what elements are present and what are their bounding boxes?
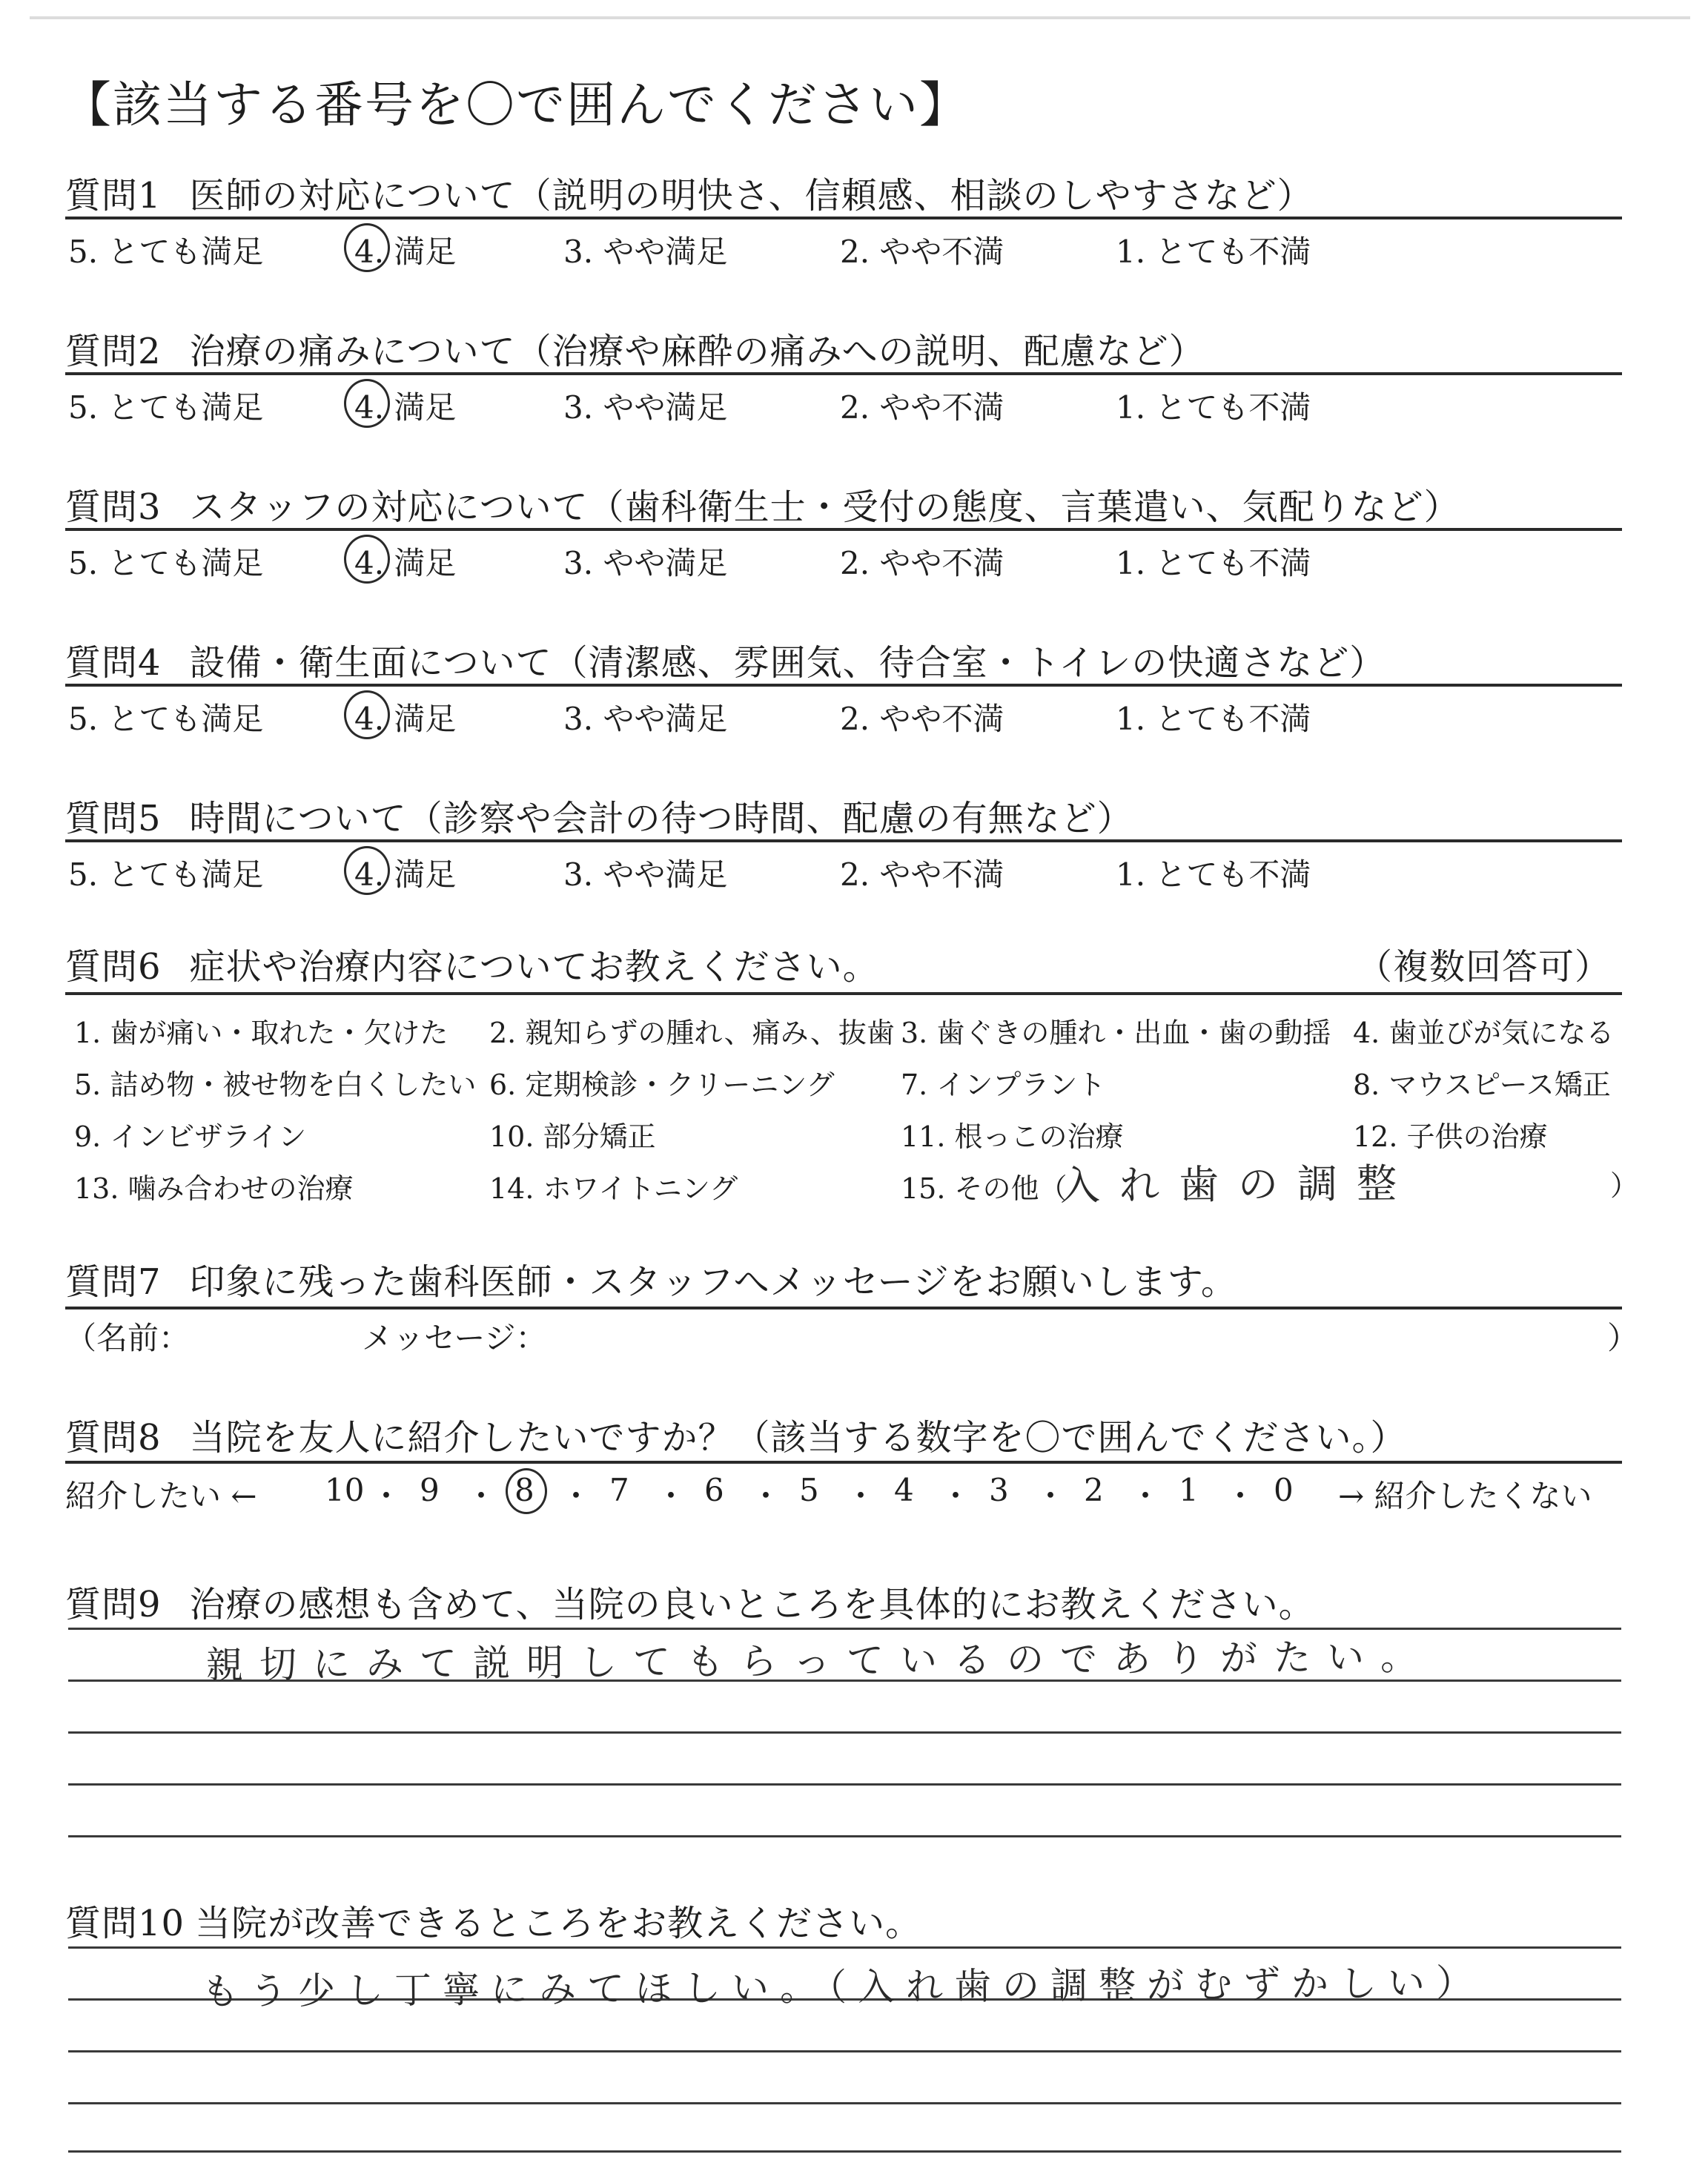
- q5-rule: [65, 839, 1622, 842]
- q6-item-9[interactable]: 9. インビザライン: [74, 1120, 307, 1153]
- q6-text: 症状や治療内容についてお教えください。: [189, 946, 879, 988]
- q1-text: 医師の対応について（説明の明快さ、信頼感、相談のしやすさなど）: [189, 175, 1314, 217]
- scale-separator: ・: [1130, 1478, 1162, 1514]
- q3-option-5[interactable]: 5. とても満足: [68, 545, 264, 581]
- q6-item-13[interactable]: 13. 噛み合わせの治療: [74, 1172, 354, 1205]
- q1-number: 質問1: [65, 175, 162, 217]
- q7-number: 質問7: [65, 1261, 162, 1303]
- q8-number: 質問8: [65, 1417, 162, 1459]
- scale-separator: ・: [750, 1478, 782, 1514]
- q7-title: [65, 1253, 1237, 1304]
- q8-rule: [65, 1461, 1622, 1464]
- q1-option-4[interactable]: 4. 満足: [354, 234, 457, 270]
- q1-option-3[interactable]: 3. やや満足: [563, 234, 728, 270]
- q2-option-2[interactable]: 2. やや不満: [840, 389, 1004, 426]
- q9-answer[interactable]: 親切にみて説明してもらっているのでありがたい。: [205, 1635, 1434, 1687]
- q5-option-4[interactable]: 4. 満足: [354, 856, 457, 893]
- q4-rule: [65, 684, 1622, 687]
- q9-line-4: [68, 1783, 1621, 1786]
- q6-item-2[interactable]: 2. 親知らずの腫れ、痛み、抜歯: [489, 1017, 895, 1049]
- q5-option-3[interactable]: 3. やや満足: [563, 856, 728, 893]
- q4-number: 質問4: [65, 642, 162, 684]
- q6-item-8[interactable]: 8. マウスピース矯正: [1353, 1069, 1611, 1101]
- q2-option-5[interactable]: 5. とても満足: [68, 389, 264, 426]
- q7-message-label[interactable]: メッセージ：: [362, 1320, 547, 1356]
- q9-title: [65, 1576, 1315, 1627]
- scale-value-10[interactable]: 10: [325, 1472, 365, 1508]
- q2-number: 質問2: [65, 331, 162, 372]
- q3-selection-circle: [344, 535, 390, 584]
- q9-number: 質問9: [65, 1584, 162, 1625]
- q5-selection-circle: [344, 846, 390, 895]
- scale-value-8[interactable]: 8: [514, 1472, 534, 1508]
- q5-number: 質問5: [65, 798, 162, 839]
- q1-option-5[interactable]: 5. とても満足: [68, 234, 264, 270]
- q3-rule: [65, 528, 1622, 531]
- q1-option-1[interactable]: 1. とても不満: [1116, 234, 1311, 270]
- q8-right-label: → 紹介したくない: [1338, 1478, 1592, 1514]
- q6-item-10[interactable]: 10. 部分矯正: [489, 1120, 656, 1153]
- q3-option-2[interactable]: 2. やや不満: [840, 545, 1004, 581]
- q7-name-label[interactable]: （名前：: [65, 1320, 191, 1356]
- q6-item-5[interactable]: 5. 詰め物・被せ物を白くしたい: [74, 1069, 477, 1101]
- q8-text: 当院を友人に紹介したいですか？（該当する数字を〇で囲んでください。）: [189, 1417, 1407, 1459]
- q4-text: 設備・衛生面について（清潔感、雰囲気、待合室・トイレの快適さなど）: [189, 642, 1386, 684]
- q7-text: 印象に残った歯科医師・スタッフへメッセージをお願いします。: [189, 1261, 1237, 1303]
- q3-title: [65, 478, 1460, 529]
- q1-option-2[interactable]: 2. やや不満: [840, 234, 1004, 270]
- q4-option-2[interactable]: 2. やや不満: [840, 701, 1004, 737]
- q3-number: 質問3: [65, 486, 162, 528]
- q2-text: 治療の痛みについて（治療や麻酔の痛みへの説明、配慮など）: [189, 331, 1205, 372]
- q5-option-5[interactable]: 5. とても満足: [68, 856, 264, 893]
- scale-value-1[interactable]: 1: [1179, 1472, 1199, 1508]
- q4-selection-circle: [344, 690, 390, 739]
- q1-selection-circle: [344, 223, 390, 272]
- scale-value-2[interactable]: 2: [1084, 1472, 1104, 1508]
- q2-rule: [65, 372, 1622, 375]
- scale-separator: ・: [1035, 1478, 1067, 1514]
- q3-option-1[interactable]: 1. とても不満: [1116, 545, 1311, 581]
- q8-selection-circle: [506, 1468, 547, 1514]
- q2-option-4[interactable]: 4. 満足: [354, 389, 457, 426]
- q4-option-5[interactable]: 5. とても満足: [68, 701, 264, 737]
- scale-value-7[interactable]: 7: [609, 1472, 629, 1508]
- q2-selection-circle: [344, 379, 390, 428]
- q2-option-1[interactable]: 1. とても不満: [1116, 389, 1311, 426]
- q6-item-1[interactable]: 1. 歯が痛い・取れた・欠けた: [74, 1017, 448, 1049]
- q6-note: （複数回答可）: [1357, 946, 1612, 988]
- scale-separator: ・: [655, 1478, 687, 1514]
- q10-answer[interactable]: もう少し丁寧にみてほしい。（入れ歯の調整がむずかしい）: [201, 1961, 1485, 2014]
- q6-other-answer[interactable]: 入れ歯の調整: [1059, 1160, 1417, 1209]
- q9-line-3: [68, 1731, 1621, 1734]
- q8-left-label: 紹介したい ←: [65, 1478, 257, 1514]
- q3-option-3[interactable]: 3. やや満足: [563, 545, 728, 581]
- scale-value-5[interactable]: 5: [799, 1472, 819, 1508]
- q1-title: [65, 167, 1314, 218]
- q10-number: 質問10: [65, 1903, 185, 1944]
- q10-title: [65, 1895, 921, 1946]
- q6-item-11[interactable]: 11. 根っこの治療: [901, 1120, 1124, 1153]
- scale-value-9[interactable]: 9: [420, 1472, 440, 1508]
- q6-title: [65, 938, 879, 989]
- q6-item-3[interactable]: 3. 歯ぐきの腫れ・出血・歯の動揺: [901, 1017, 1331, 1049]
- q6-item-15[interactable]: 15. その他（: [901, 1172, 1068, 1205]
- q2-option-3[interactable]: 3. やや満足: [563, 389, 728, 426]
- scale-separator: ・: [466, 1478, 497, 1514]
- q10-line-3: [68, 2050, 1621, 2052]
- scale-value-4[interactable]: 4: [894, 1472, 914, 1508]
- q10-line-4: [68, 2102, 1621, 2104]
- q7-close: ）: [1607, 1320, 1639, 1356]
- scale-separator: ・: [371, 1478, 403, 1514]
- q6-item-12[interactable]: 12. 子供の治療: [1353, 1120, 1548, 1153]
- q1-rule: [65, 217, 1622, 219]
- q5-text: 時間について（診察や会計の待つ時間、配慮の有無など）: [189, 798, 1133, 839]
- instruction-header: 【該当する番号を〇で囲んでください】: [62, 76, 970, 133]
- scale-separator: ・: [1225, 1478, 1257, 1514]
- scan-edge: [30, 16, 1690, 19]
- q2-title: [65, 323, 1205, 374]
- q4-title: [65, 634, 1386, 685]
- q7-rule: [65, 1307, 1622, 1309]
- scale-separator: ・: [940, 1478, 972, 1514]
- q6-item-7[interactable]: 7. インプラント: [901, 1069, 1106, 1101]
- q4-option-4[interactable]: 4. 満足: [354, 701, 457, 737]
- q4-option-1[interactable]: 1. とても不満: [1116, 701, 1311, 737]
- q8-title: [65, 1409, 1407, 1460]
- q10-text: 当院が改善できるところをお教えください。: [195, 1903, 922, 1944]
- q9-line-5: [68, 1835, 1621, 1837]
- q6-number: 質問6: [65, 946, 162, 988]
- q5-option-1[interactable]: 1. とても不満: [1116, 856, 1311, 893]
- q6-item-14[interactable]: 14. ホワイトニング: [489, 1172, 738, 1205]
- scale-value-3[interactable]: 3: [989, 1472, 1009, 1508]
- scale-value-0[interactable]: 0: [1274, 1472, 1294, 1508]
- q6-item-6[interactable]: 6. 定期検診・クリーニング: [489, 1069, 835, 1101]
- q5-title: [65, 790, 1133, 841]
- q6-other-close: ）: [1610, 1169, 1639, 1202]
- q10-line-1: [68, 1946, 1621, 1949]
- q4-option-3[interactable]: 3. やや満足: [563, 701, 728, 737]
- q6-item-4[interactable]: 4. 歯並びが気になる: [1353, 1017, 1615, 1049]
- q3-text: スタッフの対応について（歯科衛生士・受付の態度、言葉遣い、気配りなど）: [189, 486, 1460, 528]
- q5-option-2[interactable]: 2. やや不満: [840, 856, 1004, 893]
- q10-line-5: [68, 2150, 1621, 2153]
- q9-text: 治療の感想も含めて、当院の良いところを具体的にお教えください。: [189, 1584, 1315, 1625]
- scale-value-6[interactable]: 6: [704, 1472, 724, 1508]
- scale-separator: ・: [560, 1478, 592, 1514]
- q6-rule: [65, 992, 1622, 995]
- q3-option-4[interactable]: 4. 満足: [354, 545, 457, 581]
- scale-separator: ・: [845, 1478, 877, 1514]
